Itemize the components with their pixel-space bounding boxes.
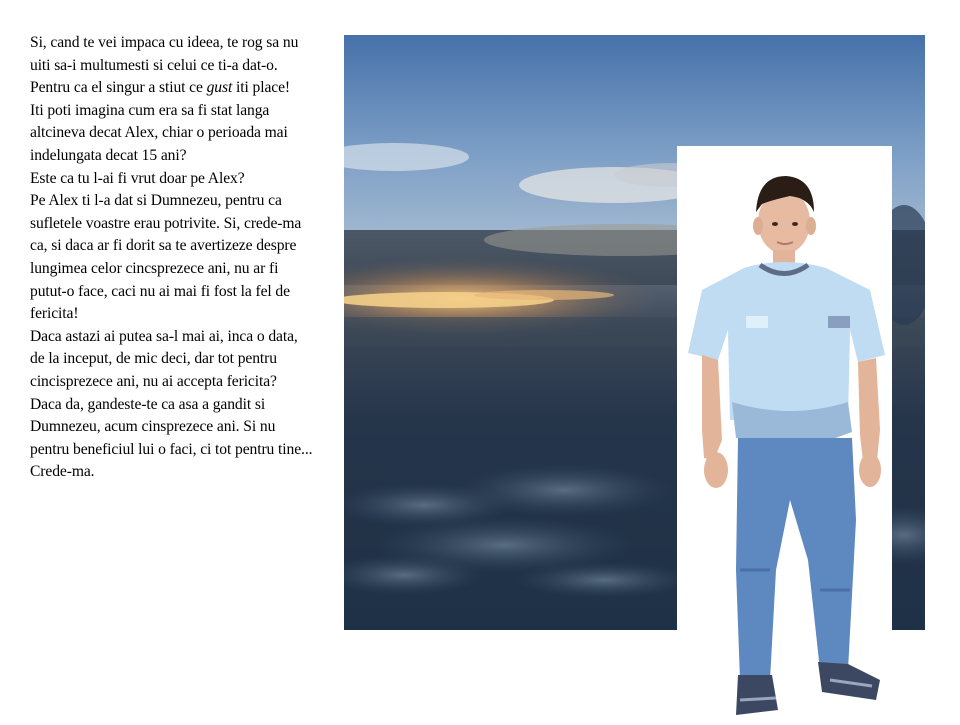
paragraph-4: Este ca tu l-ai fi vrut doar pe Alex? [30, 169, 245, 187]
paragraph-5: Pe Alex ti l-a dat si Dumnezeu, pentru ca sufletele voastre erau potrivite. Si, crede-ma ca, si daca ar fi dorit sa te avertizeze despre lungimea celor cincsprezece ani, nu ar fi putut-o face, caci nu ai mai fi fost la fel de fericita! [30, 192, 302, 323]
paragraph-2: Pentru ca el singur a stiut ce gust iti place! [30, 79, 290, 97]
slide-text [30, 32, 315, 484]
paragraph-6: Daca astazi ai putea sa-l mai ai, inca o data, de la inceput, de mic deci, dar tot pentru cincisprezece ani, nu ai accepta fericita? [30, 327, 298, 390]
emphasis-gust: gust [206, 79, 233, 97]
paragraph-3: Iti poti imagina cum era sa fi stat langa altcineva decat Alex, chiar o perioada mai indelungata decat 15 ani? [30, 101, 288, 164]
paragraph-1: Si, cand te vei impaca cu ideea, te rog sa nu uiti sa-i multumesti si celui ce ti-a dat-o. [30, 34, 299, 74]
boy-photo [680, 170, 895, 720]
paragraph-8: Crede-ma. [30, 463, 95, 481]
paragraph-7: Daca da, gandeste-te ca asa a gandit si Dumnezeu, acum cinsprezece ani. Si nu pentru beneficiul lui o faci, ci tot pentru tine... [30, 395, 313, 458]
